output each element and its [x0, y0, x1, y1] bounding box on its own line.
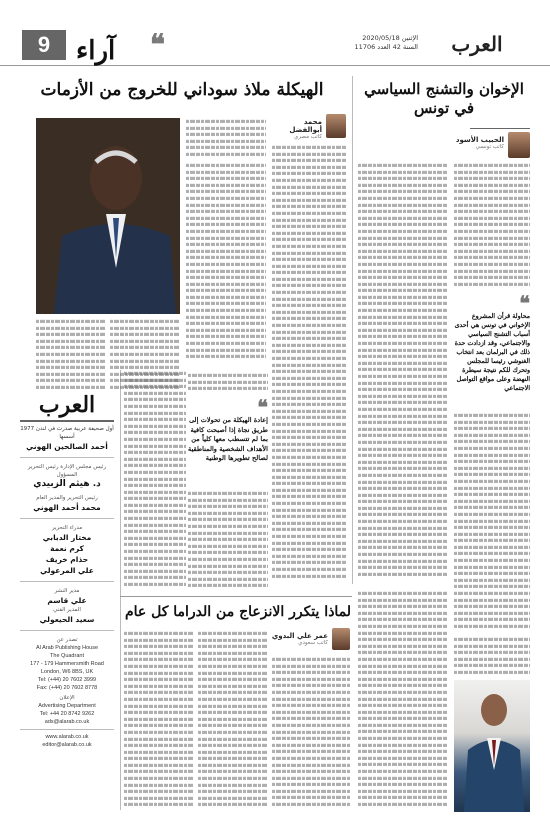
- article-body: [188, 490, 268, 590]
- issue-date: الإثنين 2020/05/18: [362, 34, 418, 42]
- masthead-tagline: أول صحيفة عربية صدرت في لندن 1977 أسسها: [20, 426, 114, 440]
- author-photo: [326, 114, 346, 138]
- ads-dept: Advertising Department: [38, 703, 96, 709]
- gm-label: رئيس التحرير والمدير العام: [36, 495, 98, 501]
- pull-quote-text: إعادة الهيكلة من تحولات إلى طريق نجاة إذا أصبحت كافية بما لم تتسطب معها كلياً من الأهداف الشخصية والمناطقية لصالح تطويرها الوطنية: [188, 416, 268, 462]
- pull-quote: [188, 395, 268, 464]
- pull-quote: [454, 291, 530, 393]
- editor-email[interactable]: editor@alarab.co.uk: [42, 742, 92, 748]
- article-body: [186, 162, 266, 362]
- publisher-label: مدير النشر: [54, 588, 80, 594]
- author-byline: [272, 118, 322, 140]
- rule: [20, 729, 114, 730]
- address-label: تصدر عن: [56, 637, 78, 643]
- article-body: [186, 118, 266, 158]
- address-line: 177 - 179 Hammersmith Road: [30, 661, 104, 667]
- author-name: محمد أبوالفضل: [289, 118, 322, 134]
- rule: [470, 128, 530, 129]
- art-director-name: سعيد الحيعولي: [39, 615, 95, 624]
- ads-tel: Tel: +44 20 8742 9262: [39, 711, 95, 717]
- address-block: [20, 644, 114, 692]
- page-number: 9: [22, 30, 66, 60]
- article-body: [272, 144, 346, 584]
- article-body: [454, 412, 530, 632]
- publisher-name: علي قاسم: [47, 596, 87, 605]
- chair-label: رئيس مجلس الإدارة رئيس التحرير المسؤول: [27, 464, 107, 478]
- person-silhouette-icon: [454, 680, 530, 812]
- address-company: Al Arab Publishing House: [35, 645, 99, 651]
- article-headline[interactable]: الإخوان والتشنج السياسي في تونس: [364, 80, 524, 117]
- article-body: [124, 630, 194, 812]
- quote-icon: ❝: [519, 291, 530, 315]
- article-headline[interactable]: الهيكلة ملاذ سوداني للخروج من الأزمات: [40, 80, 324, 100]
- ads-block: [20, 702, 114, 749]
- address-line: London, W6 8BS, UK: [40, 669, 94, 675]
- pull-quote-text: محاولة قرأن المشروع الإخواني في تونس هي أحدى أسباب التشنج السياسي والاجتماعي، وقد ازدادت حدة ذلك في البرلمان بعد انتخاب الغنوشي رئيسا للمجلس وتحرك للكم نتيجة سيطرة النهضة وعلى مواقع التواصل الاجتماعي: [454, 313, 530, 392]
- section-quote-icon: ❝: [150, 28, 166, 61]
- editor-name: علي المرعولي: [40, 566, 94, 575]
- website-link[interactable]: www.alarab.co.uk: [45, 734, 89, 740]
- author-photo: [332, 628, 350, 650]
- article-drama: [124, 604, 352, 622]
- rule: [20, 457, 114, 458]
- issue-info: [326, 34, 418, 52]
- article-body: [358, 162, 448, 582]
- rule: [20, 581, 114, 582]
- editors-label: مدراء التحرير: [51, 525, 83, 531]
- masthead-logo: العرب: [38, 392, 96, 418]
- author-role: كاتب مصري: [293, 134, 322, 140]
- section-title: آراء: [76, 36, 116, 66]
- article-body: [124, 370, 186, 592]
- author-byline: [270, 632, 328, 646]
- rule: [20, 630, 114, 631]
- column-divider: [120, 370, 121, 810]
- quote-icon: ❝: [257, 395, 268, 419]
- address-line: Tel: (+44) 20 7602 3999: [37, 677, 97, 683]
- newspaper-logo: العرب: [451, 32, 503, 56]
- article-headline[interactable]: لماذا يتكرر الانزعاج من الدراما كل عام: [124, 604, 352, 620]
- article-sudan: [20, 80, 344, 101]
- ads-label: الإعلان: [59, 695, 75, 701]
- article-body: [358, 590, 448, 812]
- author-role: كاتب سعودي: [298, 640, 328, 646]
- rule: [20, 420, 114, 422]
- article-body: [272, 656, 350, 812]
- article-body: [454, 636, 530, 676]
- article-body: [198, 630, 268, 812]
- section-rule: [120, 596, 352, 597]
- rule: [20, 518, 114, 519]
- chair-name: د. هيثم الزبيدي: [33, 479, 101, 489]
- article-photo: [454, 680, 530, 812]
- author-name: عمر علي البدوي: [271, 632, 328, 640]
- ads-email[interactable]: ads@alarab.co.uk: [44, 719, 90, 725]
- author-byline: [444, 136, 504, 150]
- author-role: كاتب تونسي: [475, 144, 504, 150]
- editor-name: مختار الدبابي: [42, 533, 92, 542]
- author-name: الحبيب الأسود: [455, 136, 504, 144]
- article-tunisia: [358, 80, 530, 118]
- art-director-label: المدير الفني: [53, 607, 81, 613]
- editor-name: كرم نعمة: [50, 544, 84, 553]
- address-line: The Quadrant: [50, 653, 84, 659]
- issue-number: السنة 42 العدد 11706: [354, 43, 418, 51]
- founder-name: أحمد الصالحين الهوني: [26, 442, 108, 451]
- column-divider: [352, 76, 353, 584]
- page-header: [0, 0, 550, 66]
- article-photo: [36, 118, 180, 314]
- gm-name: محمد أحمد الهوني: [33, 503, 101, 512]
- person-photo-icon: [36, 118, 180, 314]
- author-photo: [508, 132, 530, 158]
- address-line: Fax: (+44) 20 7602 8778: [36, 685, 98, 691]
- article-body: [188, 372, 268, 396]
- masthead-box: [20, 392, 114, 749]
- article-body: [454, 162, 530, 290]
- editor-name: حذام خريف: [45, 555, 89, 564]
- article-body: [36, 318, 106, 392]
